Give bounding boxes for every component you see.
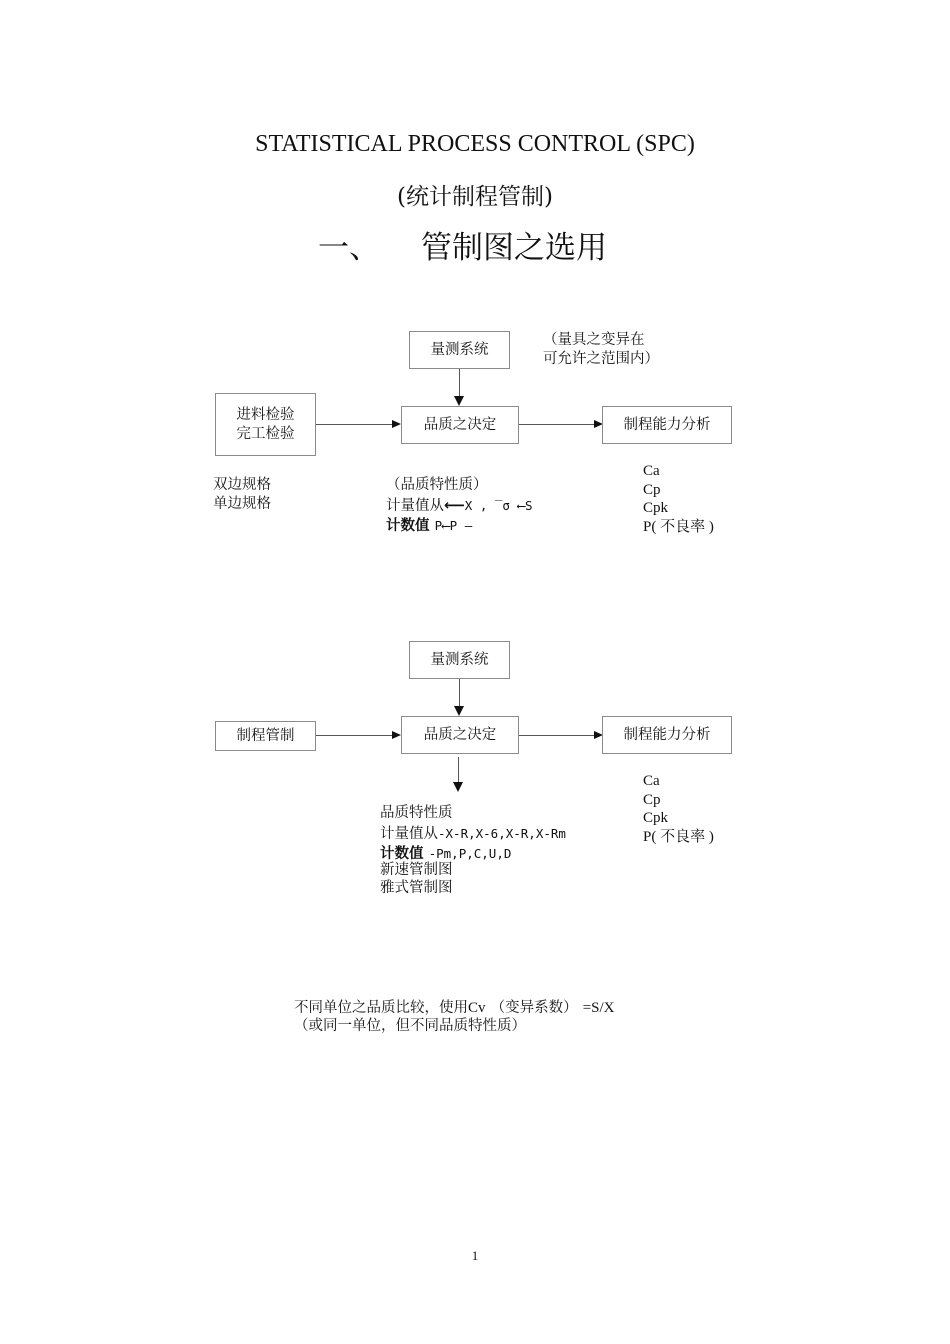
page-number: 1 xyxy=(471,1248,479,1263)
arrowhead-down xyxy=(453,782,463,792)
cv-note-line xyxy=(294,997,615,1018)
attribute-data-notation: P⟵P — xyxy=(434,518,473,533)
capability-indices-list: Ca Cp Cpk P( 不良率 ) xyxy=(643,773,714,845)
connector-decision-down xyxy=(458,757,459,783)
measurement-system-box: 量测系统 xyxy=(409,641,510,679)
process-capability-box: 制程能力分析 xyxy=(602,716,732,754)
quality-decision-box: 品质之决定 xyxy=(401,406,519,444)
measurement-system-box: 量测系统 xyxy=(409,331,510,369)
process-control-box: 制程管制 xyxy=(215,721,316,751)
connector-measure-to-decision xyxy=(459,369,460,398)
process-capability-box: 制程能力分析 xyxy=(602,406,732,444)
capability-indices-list: Ca Cp Cpk P( 不良率 ) xyxy=(643,463,714,535)
cv-formula: =S/X xyxy=(582,1000,615,1016)
attribute-data-label: 计数值 xyxy=(386,518,430,534)
measurement-variation-note: （量具之变异在 可允许之范围内） xyxy=(543,332,659,367)
variable-data-notation: -X-R,X-6,X-R,X-Rm xyxy=(438,826,566,841)
document-title-english: STATISTICAL PROCESS CONTROL (SPC) xyxy=(255,131,695,157)
cv-note-text: 不同单位之品质比较，使用 xyxy=(294,1000,468,1016)
left-arrow-icon: ⟵ xyxy=(444,498,465,514)
attribute-data-label: 计数值 xyxy=(380,846,424,862)
connector-decision-to-capability xyxy=(519,424,595,425)
quality-decision-box: 品质之决定 xyxy=(401,716,519,754)
cv-note-paren: （变异系数） xyxy=(490,1000,578,1016)
cv-note-subtext: （或同一单位，但不同品质特性质） xyxy=(294,1018,526,1034)
connector-inspection-to-decision xyxy=(316,424,393,425)
attribute-data-notation: -Pm,P,C,U,D xyxy=(428,846,512,861)
chart-type-item: 新速管制图 xyxy=(380,862,453,878)
section-heading: 管制图之选用 xyxy=(421,230,607,266)
arrowhead-right xyxy=(392,420,401,428)
document-title-chinese: (统计制程管制) xyxy=(397,184,553,210)
arrowhead-right xyxy=(392,731,401,739)
quality-characteristic-label: （品质特性质） xyxy=(386,477,488,493)
attribute-data-line xyxy=(380,842,511,863)
section-number: 一、 xyxy=(318,230,380,266)
attribute-data-line xyxy=(386,514,472,535)
variable-data-line xyxy=(386,495,533,516)
connector-measure-to-decision xyxy=(459,679,460,708)
arrowhead-down xyxy=(454,396,464,406)
chart-type-item: 雅式管制图 xyxy=(380,880,453,896)
variable-data-notation: X , ‾σ ⟵S xyxy=(464,498,533,513)
connector-control-to-decision xyxy=(316,735,393,736)
variable-data-label: 计量值从 xyxy=(380,826,438,842)
quality-characteristic-label: 品质特性质 xyxy=(380,805,453,821)
variable-data-line xyxy=(380,823,566,844)
cv-symbol: Cv xyxy=(468,1000,486,1016)
inspection-box: 进料检验 完工检验 xyxy=(215,393,316,456)
specification-note: 双边规格 单边规格 xyxy=(213,477,271,512)
connector-decision-to-capability xyxy=(519,735,595,736)
variable-data-label: 计量值从 xyxy=(386,498,444,514)
arrowhead-down xyxy=(454,706,464,716)
